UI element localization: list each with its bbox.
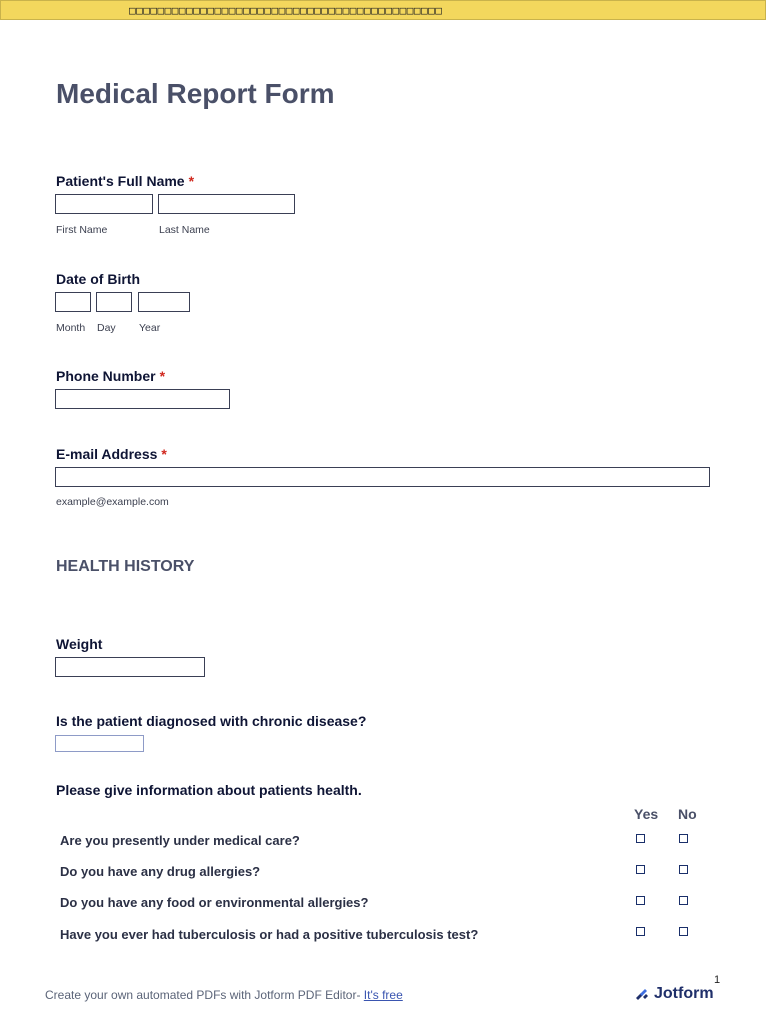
yes-checkbox[interactable] — [636, 834, 645, 843]
weight-label: Weight — [56, 636, 103, 652]
section-health-history: HEALTH HISTORY — [56, 558, 195, 575]
phone-label-text: Phone Number — [56, 368, 156, 384]
dob-month-sublabel: Month — [56, 322, 86, 334]
question-row: Have you ever had tuberculosis or had a positive tuberculosis test? — [60, 927, 479, 942]
jotform-logo-icon — [634, 986, 650, 1002]
last-name-sublabel: Last Name — [159, 224, 210, 236]
email-input[interactable] — [55, 467, 710, 487]
no-checkbox[interactable] — [679, 927, 688, 936]
phone-label — [56, 368, 165, 384]
email-label — [56, 446, 167, 462]
required-asterisk: * — [159, 368, 166, 384]
dob-day-input[interactable] — [96, 292, 132, 312]
jotform-logo-text: Jotform — [654, 985, 714, 1002]
dob-year-sublabel: Year — [139, 322, 161, 334]
weight-input[interactable] — [55, 657, 205, 677]
col-yes-header: Yes — [634, 806, 659, 822]
last-name-input[interactable] — [158, 194, 295, 214]
required-asterisk: * — [161, 446, 167, 462]
email-hint: example@example.com — [56, 496, 169, 508]
no-checkbox[interactable] — [679, 896, 688, 905]
first-name-input[interactable] — [55, 194, 153, 214]
full-name-label-text: Patient's Full Name — [56, 173, 185, 189]
health-info-label: Please give information about patients health. — [56, 782, 362, 798]
no-checkbox[interactable] — [679, 834, 688, 843]
dob-month-input[interactable] — [55, 292, 91, 312]
top-banner: □□□□□□□□□□□□□□□□□□□□□□□□□□□□□□□□□□□□□□□□□□□□ — [0, 0, 766, 20]
phone-input[interactable] — [55, 389, 230, 409]
col-no-header: No — [678, 806, 697, 822]
yes-checkbox[interactable] — [636, 927, 645, 936]
dob-day-sublabel: Day — [97, 322, 116, 334]
yes-checkbox[interactable] — [636, 865, 645, 874]
its-free-link[interactable]: It's free — [363, 988, 403, 1002]
chronic-disease-input[interactable] — [55, 735, 144, 752]
first-name-sublabel: First Name — [56, 224, 108, 236]
question-row: Do you have any drug allergies? — [60, 864, 261, 879]
chronic-disease-label: Is the patient diagnosed with chronic disease? — [56, 713, 367, 729]
page-title: Medical Report Form — [56, 78, 335, 109]
yes-checkbox[interactable] — [636, 896, 645, 905]
required-asterisk: * — [188, 173, 195, 189]
footer-promo — [45, 988, 403, 1002]
jotform-logo[interactable] — [634, 985, 714, 1003]
question-row: Do you have any food or environmental allergies? — [60, 895, 369, 910]
question-row: Are you presently under medical care? — [60, 833, 300, 848]
no-checkbox[interactable] — [679, 865, 688, 874]
footer-text: Create your own automated PDFs with Jotform PDF Editor- — [45, 988, 361, 1002]
dob-year-input[interactable] — [138, 292, 190, 312]
page-number: 1 — [714, 974, 721, 986]
dob-label: Date of Birth — [56, 271, 140, 287]
email-label-text: E-mail Address — [56, 446, 158, 462]
full-name-label — [56, 173, 194, 189]
